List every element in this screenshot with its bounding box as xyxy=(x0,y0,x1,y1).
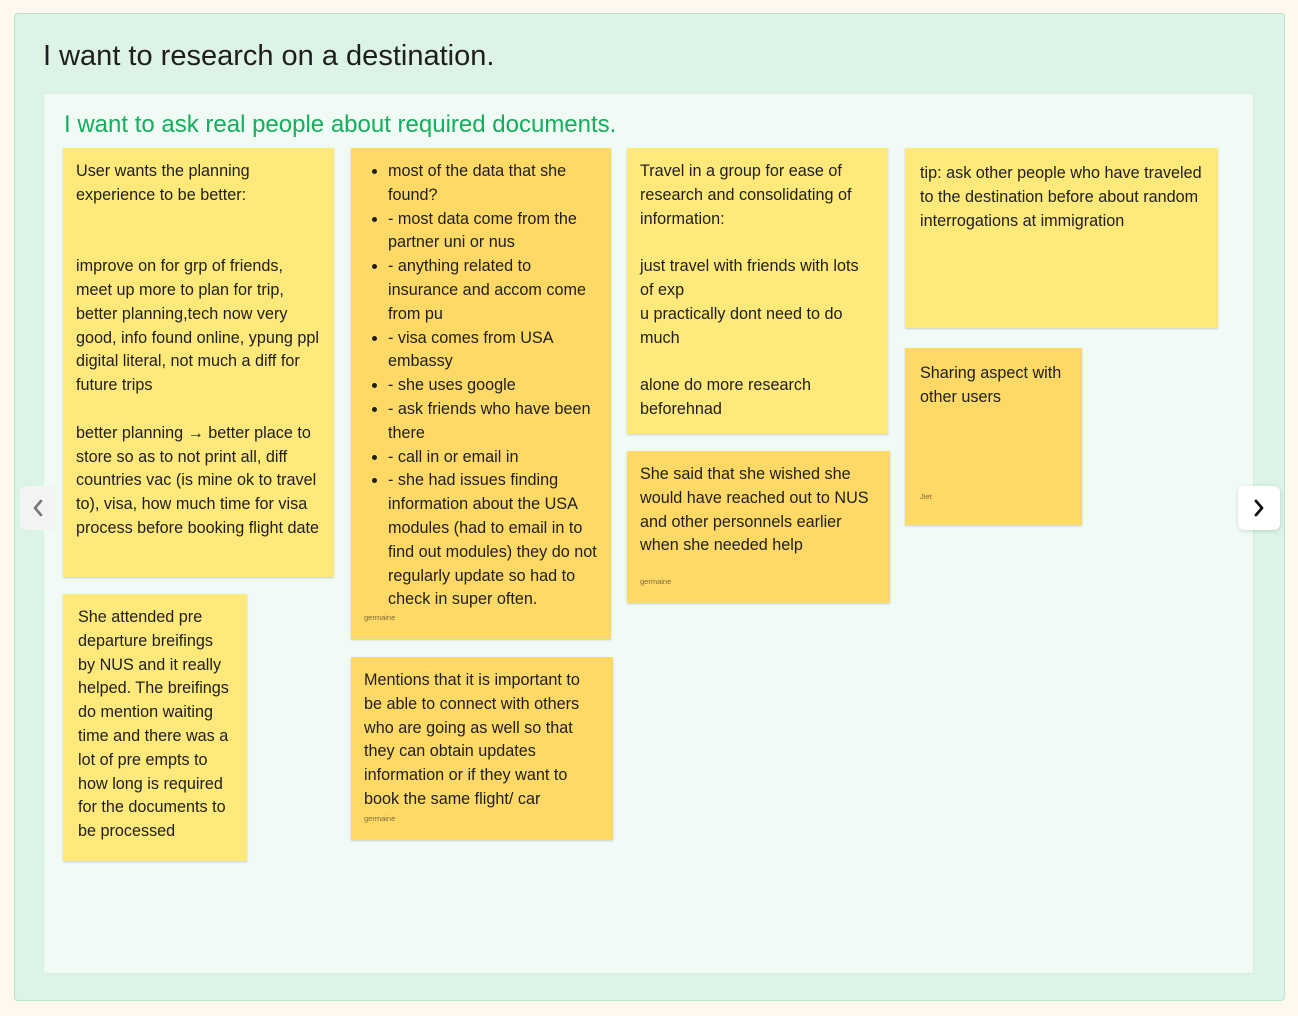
sticky-note[interactable] xyxy=(905,148,1218,328)
note-author: Jiet xyxy=(920,492,932,502)
sticky-note[interactable] xyxy=(905,348,1082,525)
note-text: Travel in a group for ease of research and consolidating of information: just travel with friends with lots of exp u practically dont need to do much alone do more research beforehnad xyxy=(640,162,859,418)
previous-button[interactable] xyxy=(20,486,56,530)
note-author: germaine xyxy=(364,613,396,623)
list-item: • - ask friends who have been there xyxy=(388,398,598,446)
sticky-note[interactable] xyxy=(63,148,334,577)
section-title: I want to research on a destination. xyxy=(43,40,495,72)
list-item: • - call in or email in xyxy=(388,446,598,470)
list-item: • - most data come from the partner uni or nus xyxy=(388,208,598,256)
sticky-note[interactable] xyxy=(627,148,888,434)
note-text: She said that she wished she would have reached out to NUS and other personnels earlier when she needed help xyxy=(640,465,874,555)
sticky-note[interactable] xyxy=(351,657,613,840)
list-item: • - anything related to insurance and accom come from pu xyxy=(388,255,598,326)
list-item: • - she uses google xyxy=(388,374,598,398)
next-button[interactable] xyxy=(1238,486,1280,530)
note-text: Mentions that it is important to be able to connect with others who are going as well so that they can obtain updates information or if they want to book the same flight/ car xyxy=(364,671,585,808)
note-text: She attended pre departure breifings by NUS and it really helped. The breifings do mention waiting time and there was a lot of pre empts to how long is required for the documents to be processed xyxy=(78,608,234,841)
sticky-note[interactable] xyxy=(627,451,890,603)
list-item: • - she had issues finding information about the USA modules (had to email in to find out modules) they do not regularly update so had to check in super often. xyxy=(388,469,598,612)
list-item: • - visa comes from USA embassy xyxy=(388,327,598,375)
note-text: Sharing aspect with other users xyxy=(920,364,1066,406)
note-list xyxy=(364,160,598,612)
note-author: germaine xyxy=(640,577,672,587)
sticky-note[interactable] xyxy=(351,148,611,639)
list-item: • most of the data that she found? xyxy=(388,160,598,208)
note-text: User wants the planning experience to be better: improve on for grp of friends, meet up more to plan for trip, better planning,tech now very good, info found online, ypung ppl digital literal, not much a diff for future trips better planning → better place to store so as to not print all, diff countries vac (is mine ok to travel to), visa, how much time for visa process before booking flight date xyxy=(76,162,320,537)
sticky-note[interactable] xyxy=(63,594,247,861)
chevron-left-icon xyxy=(31,498,45,518)
chevron-right-icon xyxy=(1252,498,1266,518)
note-author: germaine xyxy=(364,814,396,824)
note-text: tip: ask other people who have traveled to the destination before about random interrogations at immigration xyxy=(920,164,1207,230)
subsection-title: I want to ask real people about required documents. xyxy=(64,111,617,138)
